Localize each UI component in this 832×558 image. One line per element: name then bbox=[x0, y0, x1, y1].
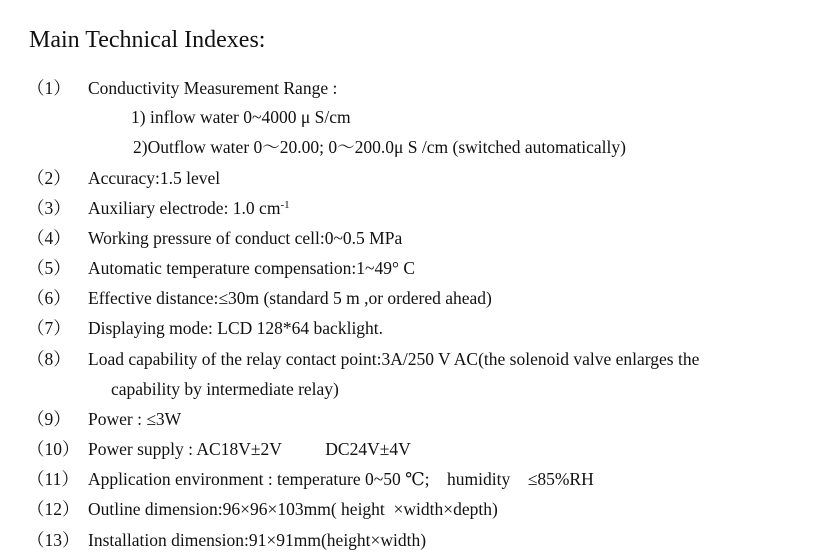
item-text-main: Auxiliary electrode: 1.0 cm bbox=[88, 198, 281, 218]
item-text: Application environment : temperature 0~50 ℃; humidity ≤85%RH bbox=[88, 469, 594, 489]
item-number: （1） bbox=[27, 78, 71, 98]
item-text: Load capability of the relay contact point:3A/250 V AC(the solenoid valve enlarges the bbox=[88, 349, 700, 369]
item-number: （10） bbox=[27, 439, 80, 459]
superscript: -1 bbox=[280, 199, 290, 211]
item-number: （7） bbox=[27, 318, 71, 338]
item-number: （9） bbox=[27, 409, 71, 429]
item-text: Power : ≤3W bbox=[88, 409, 182, 429]
item-text: Conductivity Measurement Range : bbox=[88, 78, 338, 98]
item-number: （8） bbox=[27, 349, 71, 369]
item-text: Outline dimension:96×96×103mm( height ×width×depth) bbox=[88, 499, 498, 519]
item-number: （12） bbox=[27, 499, 80, 519]
item-number: （13） bbox=[27, 530, 80, 550]
page-title: Main Technical Indexes: bbox=[29, 27, 266, 53]
item-text: Effective distance:≤30m (standard 5 m ,or ordered ahead) bbox=[88, 288, 492, 308]
item-text bbox=[88, 196, 290, 220]
item-text-continuation: capability by intermediate relay) bbox=[111, 379, 339, 399]
item-number: （3） bbox=[27, 198, 71, 218]
item-number: （2） bbox=[27, 168, 71, 188]
item-text: Accuracy:1.5 level bbox=[88, 168, 221, 188]
item-text: Installation dimension:91×91mm(height×width) bbox=[88, 530, 427, 550]
item-text: Automatic temperature compensation:1~49° C bbox=[88, 258, 416, 278]
item-number: （4） bbox=[27, 228, 71, 248]
item-text: Displaying mode: LCD 128*64 backlight. bbox=[88, 318, 384, 338]
item-number: （11） bbox=[27, 469, 79, 489]
item-number: （5） bbox=[27, 258, 71, 278]
item-text: Working pressure of conduct cell:0~0.5 MPa bbox=[88, 228, 403, 248]
item-text: Power supply : AC18V±2V DC24V±4V bbox=[88, 439, 411, 459]
sub-item-text: 2)Outflow water 0～20.00; 0～200.0μ S /cm (switched automatically) bbox=[133, 137, 626, 157]
sub-item-text: 1) inflow water 0~4000 μ S/cm bbox=[131, 107, 351, 127]
item-number: （6） bbox=[27, 288, 71, 308]
